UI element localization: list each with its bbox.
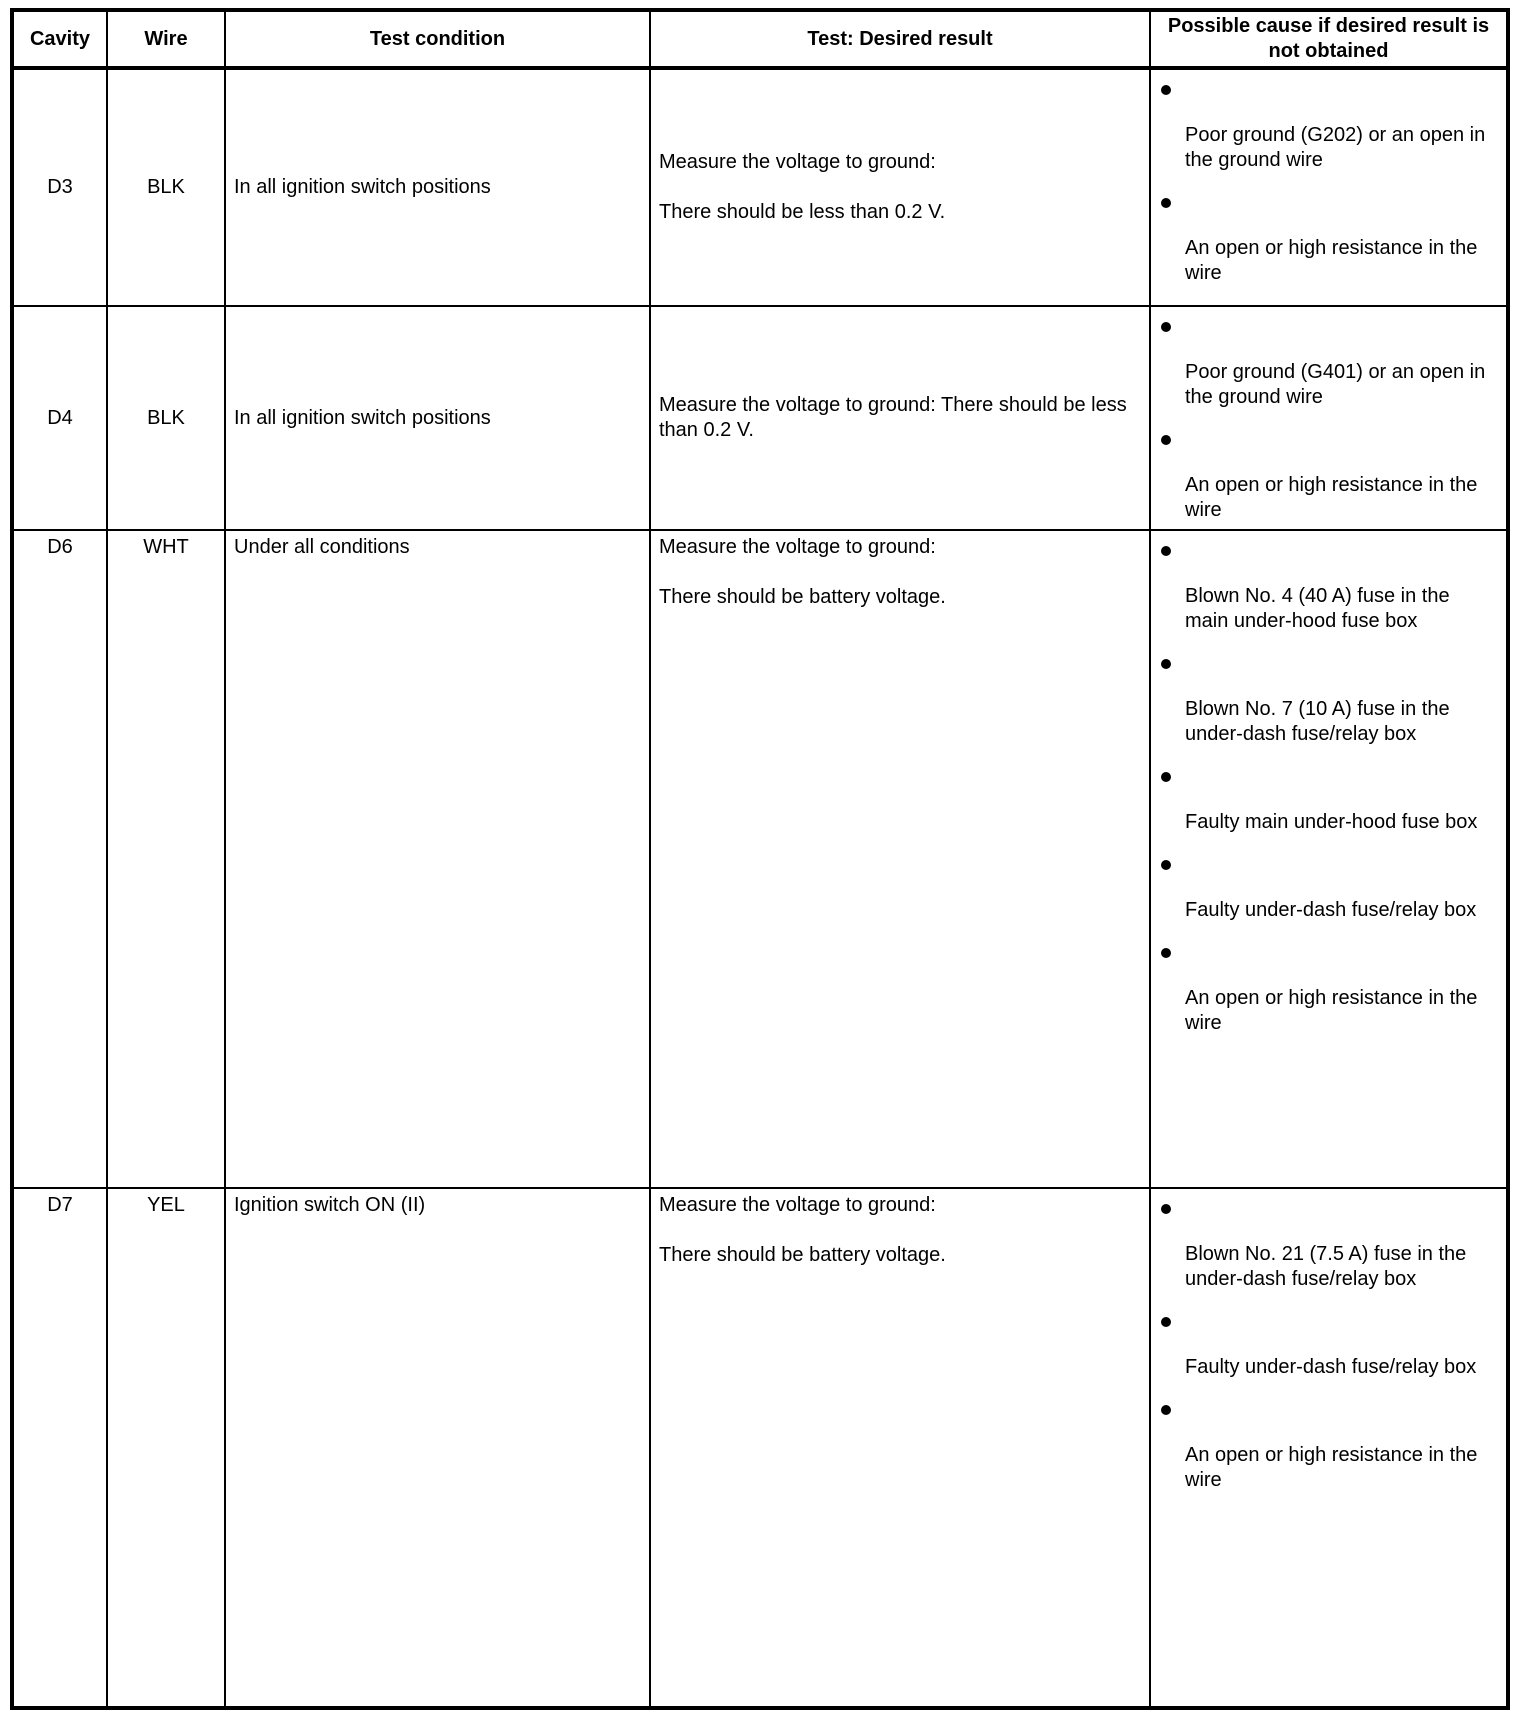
- result-line: There should be battery voltage.: [659, 1244, 946, 1266]
- col-header-cavity: Cavity: [12, 10, 107, 68]
- bullet-icon: [1161, 435, 1171, 445]
- result-line: Measure the voltage to ground: There should be less than 0.2 V.: [659, 394, 1127, 441]
- table-row-d3: [12, 68, 1508, 306]
- test-condition-cell: Under all conditions: [225, 530, 650, 1188]
- cause-text: Faulty under-dash fuse/relay box: [1185, 1356, 1477, 1378]
- cause-text: Poor ground (G202) or an open in the ground wire: [1185, 124, 1486, 171]
- bullet-icon: [1161, 948, 1171, 958]
- cause-item: [1159, 1405, 1498, 1493]
- cause-text: Blown No. 21 (7.5 A) fuse in the under-dash fuse/relay box: [1185, 1243, 1467, 1290]
- desired-result-cell: [650, 306, 1150, 530]
- test-condition-cell: In all ignition switch positions: [225, 306, 650, 530]
- cause-item: [1159, 435, 1498, 523]
- desired-result-cell: [650, 530, 1150, 1188]
- bullet-icon: [1161, 772, 1171, 782]
- cause-text: Faulty main under-hood fuse box: [1185, 811, 1478, 833]
- cause-text: Blown No. 7 (10 A) fuse in the under-dash fuse/relay box: [1185, 698, 1450, 745]
- bullet-icon: [1161, 1204, 1171, 1214]
- cavity-cell: D3: [12, 68, 107, 306]
- cavity-cell: D6: [12, 530, 107, 1188]
- bullet-icon: [1161, 659, 1171, 669]
- wire-cell: YEL: [107, 1188, 225, 1708]
- cause-text: An open or high resistance in the wire: [1185, 987, 1478, 1034]
- cause-item: [1159, 659, 1498, 747]
- test-condition-cell: Ignition switch ON (II): [225, 1188, 650, 1708]
- bullet-icon: [1161, 322, 1171, 332]
- cause-text: An open or high resistance in the wire: [1185, 474, 1478, 521]
- table-row-d7: [12, 1188, 1508, 1708]
- wire-cell: WHT: [107, 530, 225, 1188]
- test-condition-cell: In all ignition switch positions: [225, 68, 650, 306]
- cause-text: Poor ground (G401) or an open in the ground wire: [1185, 361, 1486, 408]
- cause-item: [1159, 860, 1498, 923]
- bullet-icon: [1161, 85, 1171, 95]
- col-header-possible-cause: Possible cause if desired result is not obtained: [1150, 10, 1508, 68]
- table-row-d6: [12, 530, 1508, 1188]
- cavity-cell: D7: [12, 1188, 107, 1708]
- table-row-d4: [12, 306, 1508, 530]
- cause-item: [1159, 1204, 1498, 1292]
- bullet-icon: [1161, 546, 1171, 556]
- wire-cell: BLK: [107, 306, 225, 530]
- cause-item: [1159, 322, 1498, 410]
- wire-cell: BLK: [107, 68, 225, 306]
- result-line: Measure the voltage to ground:: [659, 151, 936, 173]
- col-header-wire: Wire: [107, 10, 225, 68]
- result-line: Measure the voltage to ground:: [659, 536, 936, 558]
- desired-result-cell: [650, 1188, 1150, 1708]
- possible-cause-cell: [1150, 530, 1508, 1188]
- cause-text: Blown No. 4 (40 A) fuse in the main under-hood fuse box: [1185, 585, 1450, 632]
- bullet-icon: [1161, 198, 1171, 208]
- cause-item: [1159, 948, 1498, 1036]
- cause-item: [1159, 772, 1498, 835]
- result-line: There should be battery voltage.: [659, 586, 946, 608]
- cause-text: Faulty under-dash fuse/relay box: [1185, 899, 1477, 921]
- result-line: There should be less than 0.2 V.: [659, 201, 946, 223]
- cause-item: [1159, 85, 1498, 173]
- result-line: Measure the voltage to ground:: [659, 1194, 936, 1216]
- col-header-test-condition: Test condition: [225, 10, 650, 68]
- cause-item: [1159, 546, 1498, 634]
- cause-text: An open or high resistance in the wire: [1185, 1444, 1478, 1491]
- header-row: [12, 10, 1508, 68]
- cause-item: [1159, 1317, 1498, 1380]
- bullet-icon: [1161, 1317, 1171, 1327]
- col-header-desired-result: Test: Desired result: [650, 10, 1150, 68]
- troubleshooting-table: [10, 8, 1510, 1710]
- possible-cause-cell: [1150, 68, 1508, 306]
- desired-result-cell: [650, 68, 1150, 306]
- cause-item: [1159, 198, 1498, 286]
- bullet-icon: [1161, 860, 1171, 870]
- bullet-icon: [1161, 1405, 1171, 1415]
- possible-cause-cell: [1150, 306, 1508, 530]
- possible-cause-cell: [1150, 1188, 1508, 1708]
- cause-text: An open or high resistance in the wire: [1185, 237, 1478, 284]
- cavity-cell: D4: [12, 306, 107, 530]
